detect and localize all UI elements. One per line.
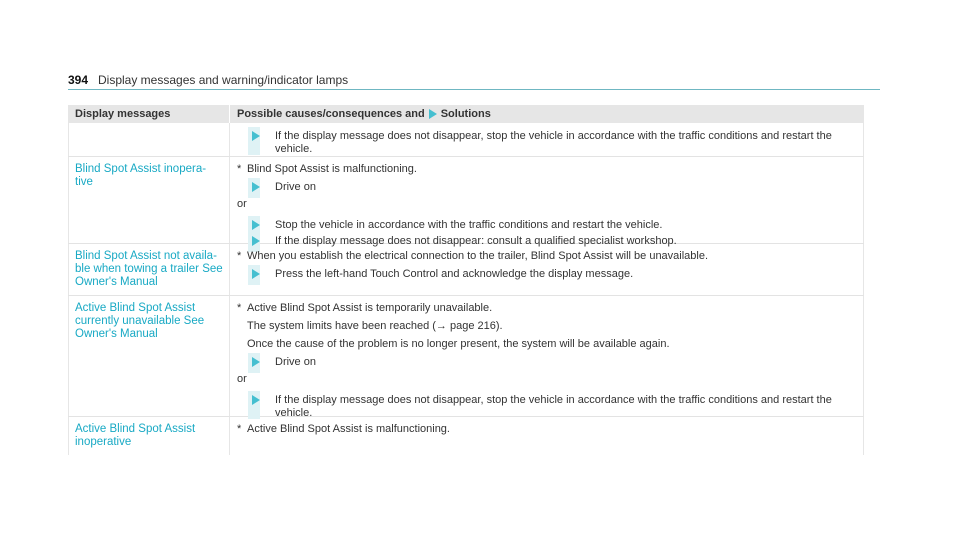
step-arrow-icon bbox=[252, 269, 260, 279]
table-row bbox=[68, 157, 864, 247]
page-title: Display messages and warning/indicator lamps bbox=[98, 73, 349, 87]
table-row bbox=[68, 123, 864, 157]
message-blind-spot-inoperative: Blind Spot Assist inopera-tive bbox=[75, 163, 207, 188]
solution-step: Press the left-hand Touch Control and acknowledge the display message. bbox=[237, 268, 857, 281]
step-arrow-icon bbox=[252, 220, 260, 230]
column-header-messages: Display messages bbox=[75, 108, 171, 120]
solution-step: If the display message does not disappear, stop the vehicle in accordance with the traffic conditions and restart the vehicle. bbox=[237, 394, 857, 420]
table-row bbox=[68, 244, 864, 296]
cause-text: * Blind Spot Assist is malfunctioning. bbox=[237, 163, 417, 175]
message-blind-spot-trailer: Blind Spot Assist not availa-ble when towing a trailer See Owner's Manual bbox=[75, 250, 223, 288]
solution-step: Stop the vehicle in accordance with the traffic conditions and restart the vehicle. bbox=[237, 219, 857, 232]
or-label: or bbox=[237, 373, 247, 385]
message-active-blind-spot-inoperative: Active Blind Spot Assist inoperative bbox=[75, 423, 196, 448]
step-arrow-icon bbox=[252, 182, 260, 192]
solution-step: If the display message does not disappear: consult a qualified specialist workshop. bbox=[237, 235, 857, 248]
header-divider bbox=[229, 105, 230, 123]
step-arrow-icon bbox=[252, 357, 260, 367]
table-row bbox=[68, 296, 864, 417]
table-header bbox=[68, 105, 864, 123]
or-label: or bbox=[237, 198, 247, 210]
solution-step: If the display message does not disappear, stop the vehicle in accordance with the traffic conditions and restart the vehicle. bbox=[237, 130, 857, 156]
step-arrow-icon bbox=[252, 395, 260, 405]
message-active-blind-spot-unavailable: Active Blind Spot Assist currently unavailable See Owner's Manual bbox=[75, 302, 205, 340]
info-text: Once the cause of the problem is no longer present, the system will be available again. bbox=[247, 338, 670, 350]
table-row bbox=[68, 417, 864, 455]
step-arrow-icon bbox=[252, 131, 260, 141]
page-header bbox=[68, 70, 880, 90]
cause-text: * Active Blind Spot Assist is temporarily unavailable. bbox=[237, 302, 493, 314]
solutions-label: Solutions bbox=[440, 108, 491, 120]
page-number: 394 bbox=[68, 73, 89, 87]
cause-text: * Active Blind Spot Assist is malfunctioning. bbox=[237, 423, 450, 435]
display-messages-table bbox=[68, 105, 864, 455]
solution-step: Drive on bbox=[237, 181, 857, 194]
info-text: The system limits have been reached (→ page 216). bbox=[247, 320, 503, 332]
causes-label: Possible causes/consequences and bbox=[237, 108, 425, 120]
cause-text: * When you establish the electrical connection to the trailer, Blind Spot Assist will be unavailable. bbox=[237, 250, 709, 262]
solution-arrow-icon bbox=[429, 109, 437, 119]
column-header-causes bbox=[237, 108, 491, 120]
solution-step: Drive on bbox=[237, 356, 857, 369]
